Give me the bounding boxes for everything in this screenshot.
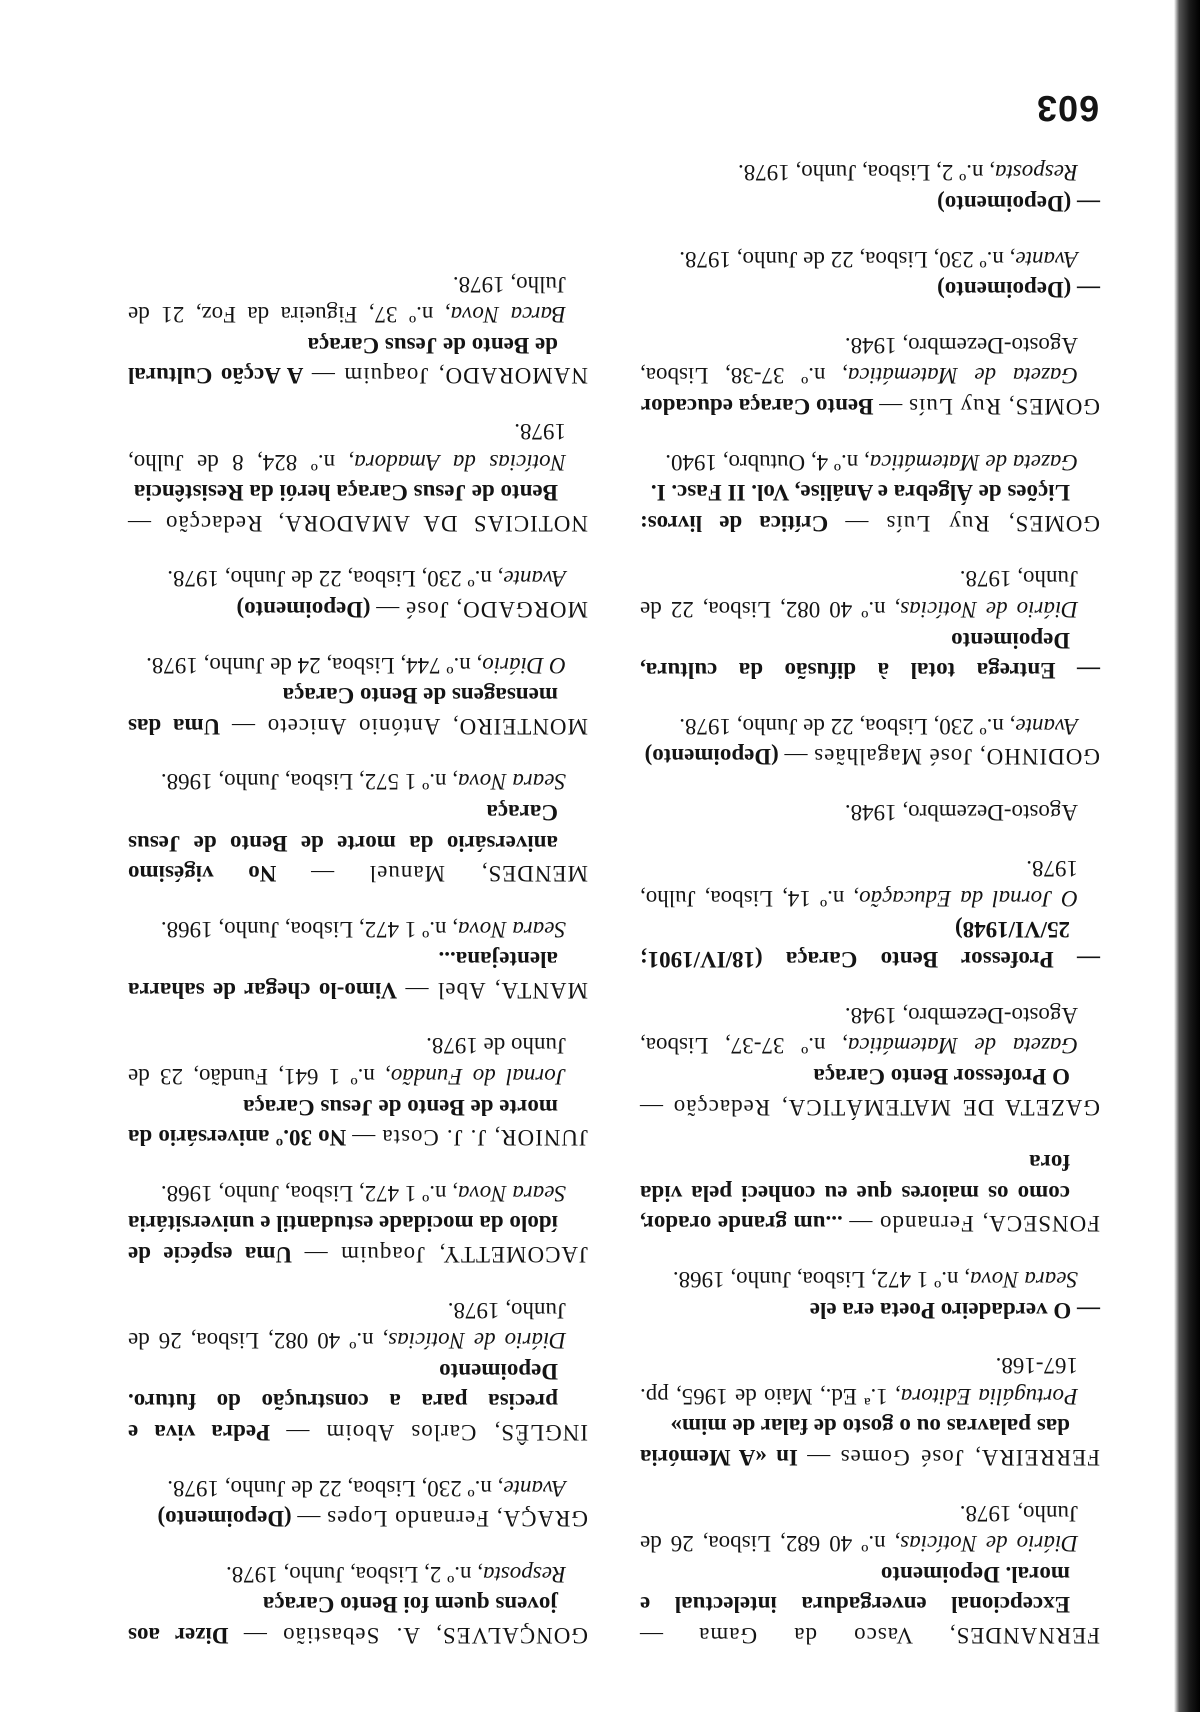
entry-publication: Jornal do Fundão xyxy=(390,1064,566,1090)
bibliography-left-column xyxy=(640,132,1100,1650)
entry-source xyxy=(128,415,566,476)
entry-source xyxy=(128,1558,566,1589)
entry-author: MENDES, Manuel xyxy=(368,861,588,887)
entry-author: MANTA, Abel xyxy=(436,977,588,1003)
entry-details: , n.º 1 472, Lisboa, Junho, 1968. xyxy=(160,1180,459,1206)
page-number: 603 xyxy=(1036,88,1100,129)
entry-details: , 1.ª Ed., Maio de 1965, pp. 167-168. xyxy=(639,1353,1078,1409)
entry-publication: Notícias da Amadora xyxy=(354,449,566,475)
bibliography-entry: GODINHO, José Magalhães — (Depoimento) Avante, n.º 230, Lisboa, 22 de Junho, 1978. xyxy=(640,710,1100,771)
entry-title: — O verdadeiro Poeta era ele xyxy=(809,1297,1100,1323)
bibliography-entry: MONTEIRO, António Aniceto — Uma das mensagens de Bento Caraça O Diário, n.º 744, Lisboa, 24 de Junho, 1978. xyxy=(128,649,588,741)
bibliography-entry xyxy=(640,796,1100,827)
entry-source xyxy=(128,1294,566,1355)
entry-title: No vigésimo aniversário da morte de Bento de Jesus Caraça xyxy=(128,799,558,887)
entry-author: INGLÊS, Carlos Aboim xyxy=(325,1420,588,1446)
entry-details: , n.º 37-37, Lisboa, Agosto-Dezembro, 1948. xyxy=(640,1002,1078,1059)
entry-title: — (Depoimento) xyxy=(937,191,1100,217)
entry-details: , n.º 37, Figueira da Foz, 21 de Julho, 1978. xyxy=(128,271,566,328)
entry-title: A Acção Cultural de Bento de Jesus Caraça xyxy=(128,332,558,389)
entry-source xyxy=(128,1177,566,1208)
entry-publication: Seara Nova xyxy=(458,769,566,795)
entry-author: FERREIRA, José Gomes xyxy=(839,1445,1100,1471)
entry-author: MONTEIRO, António Aniceto xyxy=(266,713,588,739)
entry-title: Uma das mensagens de Bento Caraça xyxy=(128,683,558,739)
entry-details: , n.º 1 472, Lisboa, Junho, 1968. xyxy=(160,916,459,942)
entry-source xyxy=(128,649,566,680)
bibliography-entry: FERNANDES, Vasco da Gama — Excepcional envergadura intelectual e moral. Depoimento Diário de Notícias, n.º 40 682, Lisboa, 26 de Junho, 1978. xyxy=(640,1497,1100,1650)
bibliography-entry xyxy=(640,157,1100,218)
page-binding-shadow xyxy=(1174,0,1200,1712)
entry-details: , n.º 230, Lisboa, 22 de Junho, 1978. xyxy=(167,1475,504,1501)
entry-source xyxy=(640,563,1078,624)
entry-publication: Gazeta de Matemática xyxy=(869,449,1078,475)
entry-title: (Depoimento) xyxy=(644,744,779,770)
bibliography-entry: FONSECA, Fernando — ...um grande orador, como os maiores que eu conheci pela vida fora xyxy=(639,1150,1100,1237)
entry-author: NOTICIAS DA AMADORA, Redacção xyxy=(165,510,588,536)
entry-details: Agosto-Dezembro, 1948. xyxy=(844,799,1078,825)
entry-title: (Depoimento) xyxy=(236,596,371,622)
bibliography-entry: JUNIOR, J. J. Costa — No 30.º aniversário da morte de Bento de Jesus Caraça Jornal do Fundão, n.º 1 641, Fundão, 23 de Junho de 1978. xyxy=(128,1030,588,1152)
entry-title: O Professor Bento Caraça xyxy=(813,1064,1070,1090)
entry-publication: Diário de Notícias xyxy=(388,1328,566,1354)
entry-title: — Entrega total à difusão da cultura, Depoimento xyxy=(640,627,1100,684)
entry-source xyxy=(128,1472,566,1503)
entry-details: , n.º 1 641, Fundão, 23 de Junho de 1978. xyxy=(128,1033,566,1090)
bibliography-entry xyxy=(640,1263,1100,1324)
bibliography-entry xyxy=(640,852,1100,974)
entry-publication: Seara Nova xyxy=(458,1180,566,1206)
bibliography-entry: GOMES, Ruy Luís — Bento Caraça educador Gazeta de Matemática, n.º 37-38, Lisboa, Agosto-Dezembro, 1948. xyxy=(640,329,1100,421)
entry-author: JUNIOR, J. J. Costa xyxy=(381,1125,588,1151)
entry-source xyxy=(128,913,566,944)
entry-author: FERNANDES, Vasco da Gama xyxy=(698,1623,1100,1648)
entry-details: , n.º 14, Lisboa, Julho, 1978. xyxy=(640,855,1078,912)
entry-title: In «A Memória das palavras ou o gosto de falar de mim» xyxy=(639,1414,1070,1471)
entry-publication: Diário de Notícias xyxy=(900,1531,1078,1557)
entry-publication: Diário de Notícias xyxy=(900,596,1078,622)
entry-source xyxy=(640,852,1078,913)
entry-author: JACOMETTY, Joaquim xyxy=(340,1242,588,1268)
entry-author: GOMES, Ruy Luís xyxy=(908,394,1100,419)
entry-author: FONSECA, Fernando xyxy=(878,1211,1100,1237)
entry-publication: O Diário xyxy=(482,652,566,678)
bibliography-entry: JACOMETTY, Joaquim — Uma espécie de ídolo da mocidade estudantil e universitária Seara Nova, n.º 1 472, Lisboa, Junho, 1968. xyxy=(128,1177,588,1269)
entry-details: , n.º 1 572, Lisboa, Junho, 1968. xyxy=(160,769,459,795)
entry-author: GAZETA DE MATEMÁTICA, Redacção xyxy=(672,1094,1100,1120)
bibliography-entry: NOTICIAS DA AMADORA, Redacção — Bento de Jesus Caraça herói da Resistência Notícias da Amadora, n.º 824, 8 de Julho, 1978. xyxy=(128,415,588,537)
bibliography-entry: FERREIRA, José Gomes — In «A Memória das palavras ou o gosto de falar de mim» Portugália Editora, 1.ª Ed., Maio de 1965, pp. 167-168. xyxy=(640,1350,1100,1472)
entry-details: , n.º 744, Lisboa, 24 de Junho, 1978. xyxy=(146,652,483,678)
entry-source xyxy=(640,243,1078,274)
entry-details: , n.º 824, 8 de Julho, 1978. xyxy=(128,419,566,475)
bibliography-entry: GOMES, Ruy Luís — Crítica de livros: Lições de Álgebra e Análise, Vol. II Fasc. I. Gazeta de Matemática, n.º 4, Outubro, 1940. xyxy=(640,446,1100,538)
bibliography-entry: GONÇALVES, A. Sebastião — Dizer aos jovens quem foi Bento Caraça Resposta, n.º 2, Lisboa, Junho, 1978. xyxy=(128,1558,588,1650)
entry-publication: Resposta xyxy=(994,160,1078,186)
entry-title: Dizer aos jovens quem foi Bento Caraça xyxy=(128,1592,558,1648)
entry-source xyxy=(640,1350,1078,1411)
entry-details: , n.º 2, Lisboa, Junho, 1978. xyxy=(226,1561,483,1587)
entry-title: ...um grande orador, como os maiores que eu conheci pela vida fora xyxy=(639,1150,1070,1237)
bibliography-entry: NAMORADO, Joaquim — A Acção Cultural de Bento de Jesus Caraça Barca Nova, n.º 37, Figueira da Foz, 21 de Julho, 1978. xyxy=(128,268,588,390)
entry-source xyxy=(640,329,1078,390)
entry-publication: Avante xyxy=(503,566,566,592)
entry-details: , n.º 40 082, Lisboa, 26 de Junho, 1978. xyxy=(128,1297,566,1354)
entry-publication: Seara Nova xyxy=(970,1267,1078,1293)
entry-source xyxy=(640,157,1078,188)
entry-title: (Depoimento) xyxy=(157,1506,292,1532)
entry-publication: Avante xyxy=(503,1475,566,1501)
entry-source xyxy=(640,1497,1078,1558)
entry-title: Pedra viva e precisa para a construção do futuro. Depoimento xyxy=(128,1358,558,1446)
entry-title: — Professor Bento Caraça (18/IV/1901; 25/VI/1948) xyxy=(640,916,1100,973)
bibliography-entry xyxy=(640,563,1100,685)
entry-details: , n.º 230, Lisboa, 22 de Junho, 1978. xyxy=(679,713,1016,739)
bibliography-entry: MANTA, Abel — Vimo-lo chegar de saharra alentejana... Seara Nova, n.º 1 472, Lisboa, Junho, 1968. xyxy=(128,913,588,1005)
entry-title: No 30.º aniversário da morte de Bento de Jesus Caraça xyxy=(128,1094,558,1151)
entry-source xyxy=(640,1263,1078,1294)
entry-author: MORGADO, José xyxy=(405,596,588,622)
entry-source xyxy=(640,446,1078,477)
bibliography-entry xyxy=(640,243,1100,304)
entry-details: , n.º 230, Lisboa, 22 de Junho, 1978. xyxy=(167,566,504,592)
entry-publication: Resposta xyxy=(482,1561,566,1587)
bibliography-entry: GRAÇA, Fernando Lopes — (Depoimento) Avante, n.º 230, Lisboa, 22 de Junho, 1978. xyxy=(128,1472,588,1533)
entry-author: GRAÇA, Fernando Lopes xyxy=(326,1506,588,1532)
entry-title: — (Depoimento) xyxy=(937,277,1100,303)
entry-title: Vimo-lo chegar de saharra alentejana... xyxy=(128,947,558,1003)
entry-publication: Gazeta de Matemática xyxy=(847,1033,1078,1059)
entry-title: Uma espécie de ídolo da mocidade estudantil e universitária xyxy=(128,1211,558,1268)
entry-source xyxy=(640,999,1078,1060)
entry-author: GOMES, Ruy Luís xyxy=(885,510,1100,536)
entry-details: , n.º 1 472, Lisboa, Junho, 1968. xyxy=(672,1267,971,1293)
entry-details: , n.º 230, Lisboa, 22 de Junho, 1978. xyxy=(679,246,1016,272)
entry-details: , n.º 2, Lisboa, Junho, 1978. xyxy=(738,160,995,186)
entry-details: , n.º 40 082, Lisboa, 22 de Junho, 1978. xyxy=(640,566,1078,622)
entry-source xyxy=(128,563,566,594)
entry-author: GONÇALVES, A. Sebastião xyxy=(282,1623,588,1648)
entry-details: , n.º 40 682, Lisboa, 26 de Junho, 1978. xyxy=(640,1500,1078,1557)
entry-title: Crítica de livros: Lições de Álgebra e Análise, Vol. II Fasc. I. xyxy=(640,480,1070,536)
entry-details: , n.º 4, Outubro, 1940. xyxy=(665,449,870,475)
bibliography-entry: INGLÊS, Carlos Aboim — Pedra viva e precisa para a construção do futuro. Depoimento Diário de Notícias, n.º 40 082, Lisboa, 26 de Junho, 1978. xyxy=(128,1294,588,1447)
bibliography-entry: MENDES, Manuel — No vigésimo aniversário da morte de Bento de Jesus Caraça Seara Nova, n.º 1 572, Lisboa, Junho, 1968. xyxy=(128,766,588,888)
entry-publication: O Jornal da Educação xyxy=(859,886,1078,912)
bibliography-entry: MORGADO, José — (Depoimento) Avante, n.º 230, Lisboa, 22 de Junho, 1978. xyxy=(128,563,588,624)
entry-publication: Gazeta de Matemática xyxy=(847,363,1078,389)
entry-title: Bento Caraça educador xyxy=(640,394,874,419)
entry-publication: Avante xyxy=(1015,246,1078,272)
entry-source xyxy=(128,268,566,329)
entry-publication: Barca Nova xyxy=(450,302,566,328)
bibliography-right-column xyxy=(128,243,588,1650)
entry-source xyxy=(640,710,1078,741)
bibliography-entry: GAZETA DE MATEMÁTICA, Redacção — O Professor Bento Caraça Gazeta de Matemática, n.º 37-37, Lisboa, Agosto-Dezembro, 1948. xyxy=(640,999,1100,1121)
entry-author: NAMORADO, Joaquim xyxy=(343,363,588,389)
entry-source xyxy=(128,1030,566,1091)
entry-source xyxy=(128,766,566,797)
entry-publication: Seara Nova xyxy=(458,916,566,942)
entry-details: , n.º 37-38, Lisboa, Agosto-Dezembro, 1948. xyxy=(640,332,1078,389)
entry-publication: Portugália Editora xyxy=(900,1383,1078,1409)
entry-publication: Avante xyxy=(1015,713,1078,739)
entry-author: GODINHO, José Magalhães xyxy=(813,744,1100,770)
entry-title: Excepcional envergadura intelectual e moral. Depoimento xyxy=(640,1561,1070,1618)
entry-title: Bento de Jesus Caraça herói da Resistência xyxy=(133,480,558,506)
entry-source xyxy=(640,796,1078,827)
